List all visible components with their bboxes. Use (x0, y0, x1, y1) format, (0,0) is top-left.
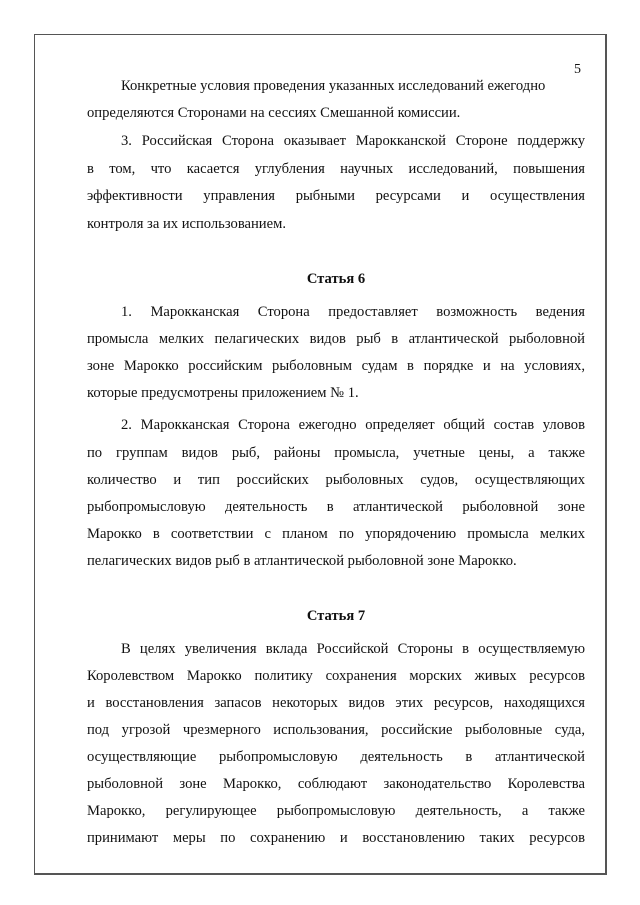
text-line: пелагических видов рыб в атлантической рыболовной зоне Марокко. (87, 553, 517, 569)
text-line: по группам видов рыб, районы промысла, учетные цены, а также (87, 445, 585, 461)
text-line: осуществляющие рыбопромысловую деятельность в атлантической (87, 749, 585, 765)
text-line: контроля за их использованием. (87, 216, 286, 232)
text-line: промысла мелких пелагических видов рыб в атлантической рыболовной (87, 331, 585, 347)
text-line: рыбопромысловую деятельность в атлантической рыболовной зоне (87, 499, 585, 515)
text-line: под угрозой чрезмерного использования, российские рыболовные суда, (87, 722, 585, 738)
article-7-heading: Статья 7 (306, 608, 366, 624)
text-line: эффективности управления рыбными ресурсами и осуществления (87, 188, 585, 204)
text-line: 2. Марокканская Сторона ежегодно определяет общий состав уловов (121, 417, 585, 433)
text-line: принимают меры по сохранению и восстановлению таких ресурсов (87, 830, 585, 846)
text-line: и восстановления запасов некоторых видов этих ресурсов, находящихся (87, 695, 585, 711)
text-line: количество и тип российских рыболовных судов, осуществляющих (87, 472, 585, 488)
text-line: рыболовной зоне Марокко, соблюдают законодательство Королевства (87, 776, 585, 792)
text-line: в том, что касается углубления научных исследований, повышения (87, 161, 585, 177)
article-6-heading: Статья 6 (306, 271, 366, 287)
text-line: Конкретные условия проведения указанных исследований ежегодно (121, 78, 546, 94)
text-line: зоне Марокко российским рыболовным судам в порядке и на условиях, (87, 358, 585, 374)
text-line: которые предусмотрены приложением № 1. (87, 385, 359, 401)
text-line: В целях увеличения вклада Российской Стороны в осуществляемую (121, 641, 585, 657)
text-line: Марокко в соответствии с планом по упорядочению промысла мелких (87, 526, 585, 542)
text-line: 1. Марокканская Сторона предоставляет возможность ведения (121, 304, 585, 320)
page-number: 5 (574, 62, 581, 77)
text-line: Королевством Марокко политику сохранения морских живых ресурсов (87, 668, 585, 684)
text-line: Марокко, регулирующее рыбопромысловую деятельность, а также (87, 803, 585, 819)
text-line: определяются Сторонами на сессиях Смешанной комиссии. (87, 105, 461, 121)
text-line: 3. Российская Сторона оказывает Марокканской Стороне поддержку (121, 133, 585, 149)
